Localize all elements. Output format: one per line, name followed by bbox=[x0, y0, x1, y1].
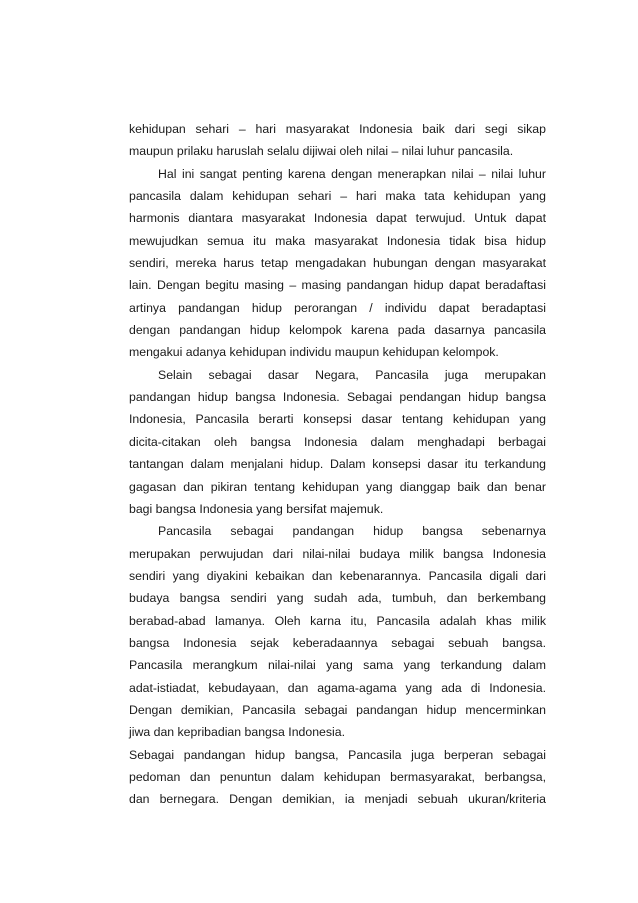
text-line: maupun prilaku haruslah selalu dijiwai oleh nilai – nilai luhur pancasila. bbox=[129, 144, 514, 159]
paragraph-start-line: Sebagai pandangan hidup bangsa, Pancasila juga berperan sebagai bbox=[129, 747, 546, 762]
text-line: merupakan perwujudan dari nilai-nilai budaya milik bangsa Indonesia bbox=[129, 546, 546, 561]
text-line: sendiri, mereka harus tetap mengadakan hubungan dengan masyarakat bbox=[129, 256, 546, 271]
text-line: dan bernegara. Dengan demikian, ia menjadi sebuah ukuran/kriteria bbox=[129, 792, 546, 807]
paragraph-start-line: Pancasila sebagai pandangan hidup bangsa sebenarnya bbox=[158, 524, 546, 539]
text-line: adat-istiadat, kebudayaan, dan agama-agama yang ada di Indonesia. bbox=[129, 680, 546, 695]
text-line: jiwa dan kepribadian bangsa Indonesia. bbox=[129, 725, 346, 740]
text-line: gagasan dan pikiran tentang kehidupan yang dianggap baik dan benar bbox=[129, 479, 546, 494]
text-line: bagi bangsa Indonesia yang bersifat majemuk. bbox=[129, 501, 384, 516]
body-text bbox=[129, 118, 546, 811]
text-line: pancasila dalam kehidupan sehari – hari maka tata kehidupan yang bbox=[129, 189, 546, 204]
text-line: artinya pandangan hidup perorangan / individu dapat beradaptasi bbox=[129, 300, 546, 315]
paragraph-start-line: Selain sebagai dasar Negara, Pancasila juga merupakan bbox=[158, 367, 546, 382]
text-line: pandangan hidup bangsa Indonesia. Sebagai pendangan hidup bangsa bbox=[129, 390, 546, 405]
text-line: harmonis diantara masyarakat Indonesia dapat terwujud. Untuk dapat bbox=[129, 211, 546, 226]
text-line: sendiri yang diyakini kebaikan dan kebenarannya. Pancasila digali dari bbox=[129, 568, 546, 583]
text-line: tantangan dalam menjalani hidup. Dalam konsepsi dasar itu terkandung bbox=[129, 457, 546, 472]
text-line: budaya bangsa sendiri yang sudah ada, tumbuh, dan berkembang bbox=[129, 591, 546, 606]
text-line: kehidupan sehari – hari masyarakat Indonesia baik dari segi sikap bbox=[129, 122, 546, 136]
text-line: mengakui adanya kehidupan individu maupun kehidupan kelompok. bbox=[129, 345, 499, 360]
text-line: dicita-citakan oleh bangsa Indonesia dalam menghadapi berbagai bbox=[129, 434, 546, 449]
text-line: lain. Dengan begitu masing – masing pandangan hidup dapat beradaftasi bbox=[129, 278, 546, 293]
text-line: mewujudkan semua itu maka masyarakat Indonesia tidak bisa hidup bbox=[129, 233, 546, 248]
text-line: berabad-abad lamanya. Oleh karna itu, Pancasila adalah khas milik bbox=[129, 613, 546, 628]
paragraph-start-line: Hal ini sangat penting karena dengan menerapkan nilai – nilai luhur bbox=[158, 166, 546, 181]
text-line: Dengan demikian, Pancasila sebagai pandangan hidup mencerminkan bbox=[129, 702, 546, 717]
text-line: bangsa Indonesia sejak keberadaannya sebagai sebuah bangsa. bbox=[129, 635, 546, 650]
text-line: Pancasila merangkum nilai-nilai yang sama yang terkandung dalam bbox=[129, 658, 546, 673]
text-line: pedoman dan penuntun dalam kehidupan bermasyarakat, berbangsa, bbox=[129, 769, 546, 784]
text-line: dengan pandangan hidup kelompok karena pada dasarnya pancasila bbox=[129, 323, 546, 338]
text-line: Indonesia, Pancasila berarti konsepsi dasar tentang kehidupan yang bbox=[129, 412, 546, 427]
